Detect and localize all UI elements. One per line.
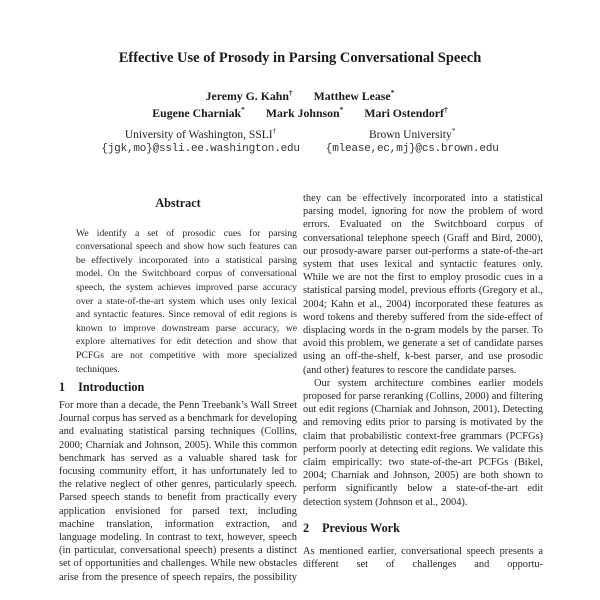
paper-title: Effective Use of Prosody in Parsing Conversational Speech bbox=[118, 50, 482, 66]
author-name: Eugene Charniak bbox=[152, 106, 242, 121]
affiliation-name: University of Washington, SSLI† bbox=[124, 126, 277, 141]
section-number: 1 bbox=[59, 380, 66, 394]
author bbox=[314, 89, 395, 103]
author bbox=[206, 89, 293, 103]
author-name: Mari Ostendorf bbox=[364, 106, 444, 121]
author bbox=[152, 106, 245, 120]
column-right bbox=[303, 192, 543, 571]
section-title: Introduction bbox=[78, 380, 145, 394]
author-row-1 bbox=[0, 86, 600, 103]
intro-paragraph: For more than a decade, the Penn Treebank’s Wall Street Journal corpus has served as a benchmark for developing and evaluating statistical parsing techniques (Collins, 2000; Charniak and Johnson, 2005). While this common benchmark has served as a valuable shared task for focusing community effort, it has unfortunately led to the relative neglect of other genres, particularly speech. Parsed speech stands to benefit from practically every application envisioned for parsed text, including machine translation, information extraction, and language modeling. In contrast to text, however, speech (in particular, conversational speech) presents a distinct set of opportunities and challenges. While new obstacles arise from the presence of speech repairs, the possibility bbox=[59, 400, 297, 583]
body-paragraph: they can be effectively incorporated into a statistical parsing model, ignoring for now the problem of word errors. Evaluated on the Switchboard corpus of conversational telephone speech (Graff and Bird, 2000), our prosody-aware parser out-performs a state-of-the-art system that uses lexical and syntactic features only. While we are not the first to employ prosodic cues in a statistical parsing model, previous efforts (Gregory et al., 2004; Kahn et al., 2004) incorporated these features as word tokens and thereby suffered from the side-effect of displacing words in the n-gram models by the parser. To avoid this problem, we generate a set of candidate parses using an off-the-shelf, k-best parser, and use prosodic (and other) features to rescore the candidate parses. bbox=[303, 193, 543, 376]
body-paragraph: Our system architecture combines earlier models proposed for parse reranking (Collins, 2000) and filtering out edit regions (Charniak and Johnson, 2001). Detecting and removing edits prior to parsing is motivated by the claim that probabilistic context-free grammars (PCFGs) perform poorly at detecting edit regions. We validate this claim empirically: two state-of-the-art PCFGs (Bikel, 2004; Charniak and Johnson, 2005) are both shown to perform significantly below a state-of-the-art edit detection system (Johnson et al., 2004). bbox=[303, 377, 543, 508]
author-mark: * bbox=[339, 105, 344, 115]
section-title: Previous Work bbox=[322, 520, 400, 535]
section-heading-introduction bbox=[59, 380, 297, 395]
affiliation bbox=[101, 126, 299, 155]
author bbox=[266, 106, 344, 120]
author-mark: * bbox=[390, 88, 395, 97]
body-paragraph: As mentioned earlier, conversational speech presents a different set of challenges and opportu- bbox=[303, 545, 543, 571]
author bbox=[364, 106, 447, 120]
affiliation bbox=[326, 126, 499, 155]
abstract-heading: Abstract bbox=[155, 196, 201, 210]
author-block bbox=[0, 86, 600, 121]
author-mark: † bbox=[443, 105, 448, 115]
author-mark: * bbox=[241, 105, 245, 115]
affiliation-block bbox=[0, 126, 600, 155]
author-name: Jeremy G. Kahn bbox=[205, 88, 289, 103]
affiliation-email: {mlease,ec,mj}@cs.brown.edu bbox=[325, 142, 499, 155]
author-name: Mark Johnson bbox=[265, 106, 340, 121]
affiliation-mark: * bbox=[451, 126, 456, 135]
abstract-body: We identify a set of prosodic cues for parsing conversational speech and show how such features can be effectively incorporated into a statistical parsing model. On the Switchboard corpus of conversational speech, the system achieves improved parse accuracy over a state-of-the-art system which uses only lexical and syntactic features. Since removal of edit regions is known to improve downstream parse accuracy, we explore alternatives for edit detection and show that PCFGs are not competitive with more specialized techniques. bbox=[76, 227, 297, 375]
affiliation-name: Brown University* bbox=[369, 126, 456, 141]
affiliation-mark: † bbox=[272, 126, 277, 135]
affiliation-email: {jgk,mo}@ssli.ee.washington.edu bbox=[101, 142, 300, 155]
section-number: 2 bbox=[303, 520, 310, 535]
author-name: Matthew Lease bbox=[313, 88, 391, 103]
author-row-2 bbox=[0, 103, 600, 120]
author-mark: † bbox=[288, 88, 293, 97]
section-heading-previous-work bbox=[303, 521, 543, 536]
